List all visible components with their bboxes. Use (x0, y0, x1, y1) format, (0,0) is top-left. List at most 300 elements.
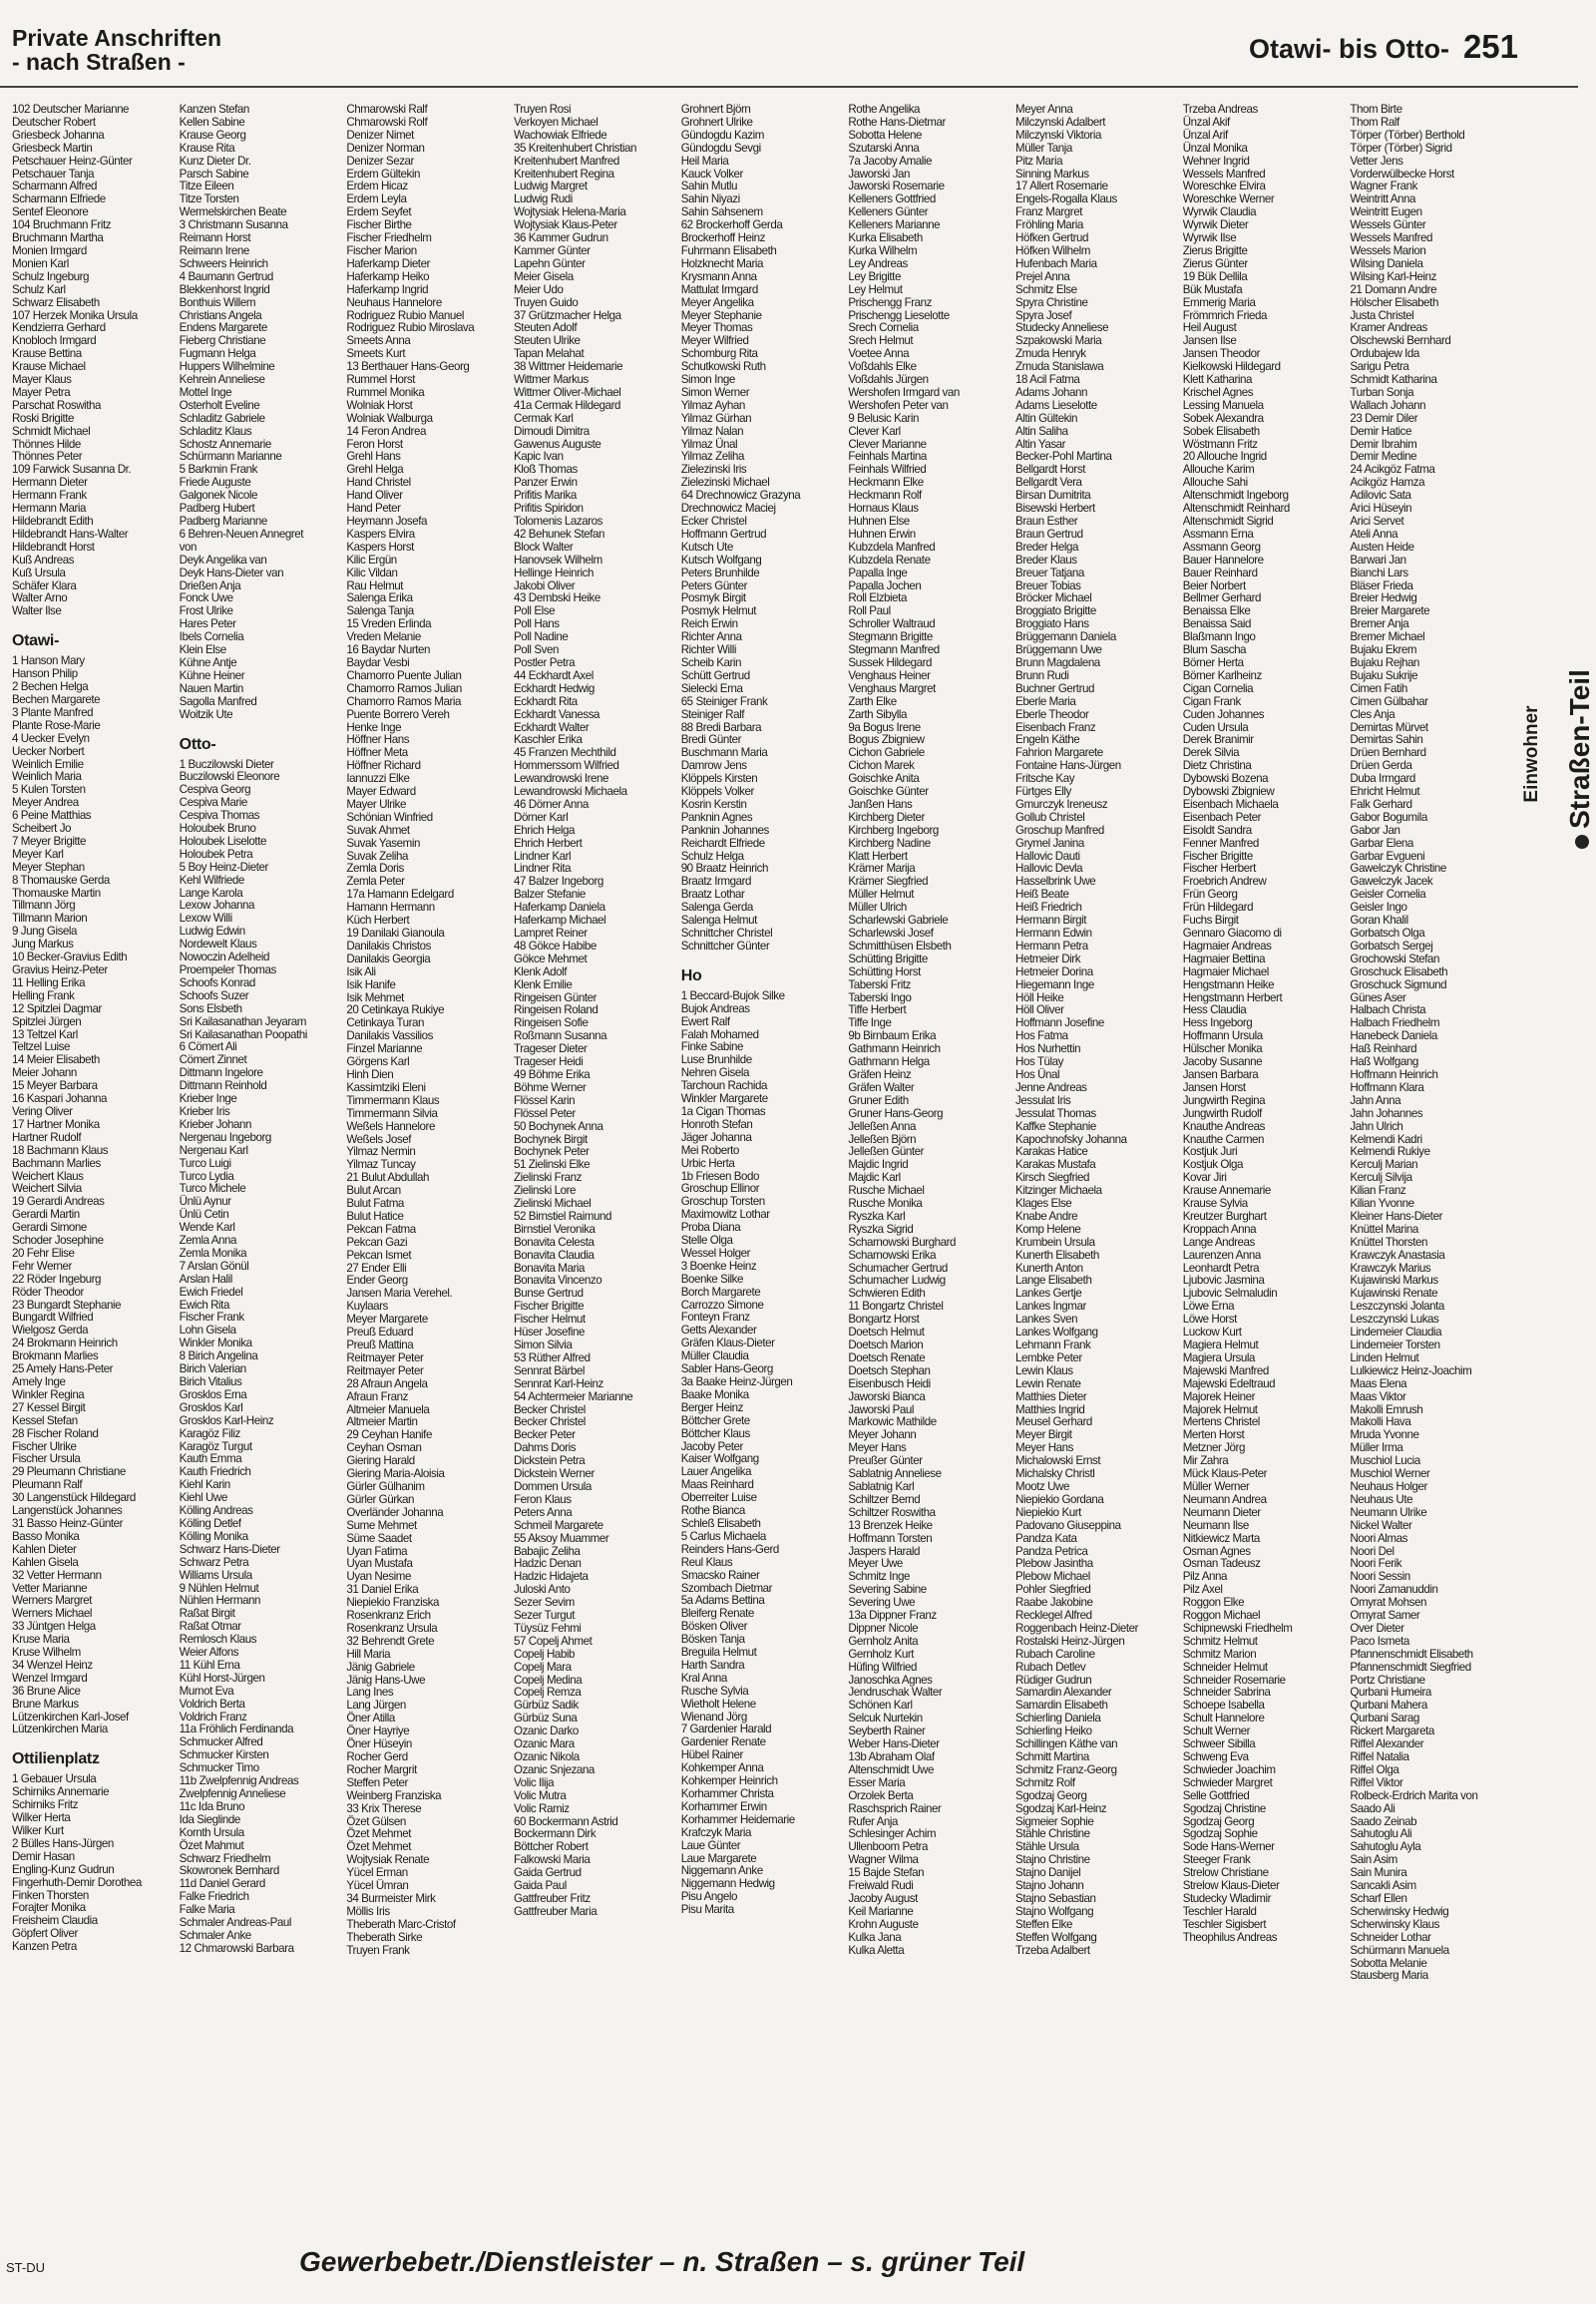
resident-entry: Jungwirth Regina (1182, 1093, 1266, 1107)
resident-entry: Scharnowski Burghard (848, 1235, 956, 1249)
resident-entry: 53 Rüther Alfred (514, 1350, 591, 1364)
resident-entry: 8 Thomauske Gerda (12, 873, 110, 887)
resident-entry: Drüen Gerda (1350, 759, 1412, 773)
resident-entry: 109 Farwick Susanna Dr. (12, 463, 132, 477)
resident-entry: Mattulat Irmgard (680, 282, 758, 296)
resident-entry: Kaschler Erika (514, 733, 583, 747)
resident-entry: 16 Baydar Nurten (346, 643, 431, 657)
resident-entry: Grosklos Karl-Heinz (179, 1413, 274, 1427)
resident-entry: Deyk Angelika van (179, 553, 267, 567)
resident-entry: Nergenau Karl (179, 1143, 248, 1157)
resident-entry: Iannuzzi Elke (346, 772, 410, 786)
resident-entry: Steeger Frank (1182, 1853, 1251, 1867)
resident-entry: Müller Helmut (848, 888, 915, 902)
resident-entry: Hoffmann Heinrich (1350, 1067, 1438, 1081)
resident-entry: Timmermann Silvia (346, 1106, 438, 1120)
resident-entry: Trageser Dieter (514, 1042, 588, 1056)
resident-entry: Lampret Reiner (514, 927, 588, 940)
resident-entry: Kuß Ursula (12, 566, 66, 579)
resident-entry: Szombach Dietmar (680, 1581, 773, 1595)
resident-entry: Drechnowicz Maciej (680, 502, 776, 516)
resident-entry: Noori Ferik (1350, 1557, 1402, 1571)
resident-entry: Maas Viktor (1350, 1389, 1406, 1403)
resident-entry: Seyberth Rainer (848, 1725, 926, 1738)
resident-entry: Altenschmidt Ingeborg (1182, 489, 1289, 503)
resident-entry: Pandza Kata (1015, 1531, 1077, 1545)
resident-entry: Doetsch Renate (848, 1350, 926, 1364)
resident-entry: 17 Allert Rosemarie (1015, 180, 1108, 193)
resident-entry: 104 Bruchmann Fritz (12, 218, 112, 232)
resident-entry: Riffel Alexander (1350, 1737, 1424, 1751)
resident-entry: Fischer Brigitte (1182, 849, 1253, 863)
resident-entry: Wolniak Horst (346, 398, 413, 412)
resident-entry: Ünlü Aynur (179, 1195, 231, 1209)
resident-entry: Schwieder Margret (1182, 1775, 1273, 1789)
resident-entry: 1 Buczilowski Dieter (179, 757, 274, 771)
resident-entry: Woitzik Ute (179, 707, 233, 721)
resident-entry: Hoffmann Klara (1350, 1080, 1424, 1094)
resident-entry: Bulut Hatice (346, 1209, 404, 1223)
resident-entry: Gürbüz Sadik (514, 1699, 579, 1713)
resident-entry: Kelmendi Kadri (1350, 1132, 1422, 1146)
resident-entry: 33 Jüntgen Helga (12, 1620, 96, 1634)
resident-entry: Dörner Karl (514, 810, 569, 824)
resident-entry: Kehl Wilfriede (179, 873, 244, 887)
resident-entry: 15 Bajde Stefan (848, 1866, 925, 1880)
resident-entry: Bauer Hannelore (1182, 553, 1264, 567)
resident-entry: Yilmaz Zeliha (680, 450, 744, 464)
resident-entry: Olschewski Bernhard (1350, 334, 1451, 348)
resident-entry: Jansen Theodor (1182, 347, 1260, 361)
resident-entry: Woreschke Elvira (1182, 180, 1266, 193)
resident-entry: Zielezinski Iris (680, 463, 747, 477)
resident-entry: Baydar Vesbi (346, 655, 410, 669)
resident-entry: 1 Hanson Mary (12, 654, 85, 668)
resident-entry: Plebow Jasintha (1015, 1557, 1093, 1571)
resident-entry: Hos Nurhettin (1015, 1042, 1081, 1056)
resident-entry: Giering Harald (346, 1454, 415, 1468)
resident-entry: Griesbeck Johanna (12, 128, 105, 142)
resident-entry: Kölling Detlef (179, 1516, 241, 1530)
resident-entry: Suvak Yasemin (346, 836, 420, 850)
resident-entry: Blum Sascha (1182, 643, 1247, 657)
resident-entry: von (179, 540, 198, 554)
resident-entry: Bellmer Gerhard (1182, 591, 1262, 605)
resident-entry: Haferkamp Heiko (346, 269, 430, 283)
resident-entry: Schumacher Gertrud (848, 1261, 948, 1275)
resident-entry: Krause Sylvia (1182, 1197, 1248, 1211)
resident-entry: Rodriguez Rubio Miroslava (346, 321, 475, 335)
resident-entry: Öner Hüseyin (346, 1737, 412, 1751)
resident-entry: 90 Braatz Heinrich (680, 862, 768, 876)
resident-entry: Kulka Aletta (848, 1943, 905, 1957)
resident-entry: Schmidt Katharina (1350, 373, 1437, 387)
resident-entry: Kauth Emma (179, 1452, 242, 1466)
resident-entry: Kühl Horst-Jürgen (179, 1671, 265, 1685)
resident-entry: Fuchs Birgit (1182, 914, 1239, 928)
resident-entry: Wermelskirchen Beate (179, 205, 287, 219)
resident-entry: Hoffmann Josefine (1015, 1016, 1104, 1030)
resident-entry: Muschiol Werner (1350, 1467, 1430, 1481)
resident-entry: Schneider Helmut (1182, 1660, 1268, 1674)
resident-entry: Wilsing Daniela (1350, 256, 1423, 270)
resident-entry: Hüser Josefine (514, 1326, 586, 1340)
resident-entry: Ludwig Margret (514, 180, 588, 193)
directory-column (1350, 104, 1513, 2238)
resident-entry: Breguila Helmut (680, 1646, 757, 1660)
resident-entry: Eberle Theodor (1015, 707, 1089, 721)
resident-entry: Dippner Nicole (848, 1621, 919, 1635)
resident-entry: Kapochnofsky Johanna (1015, 1132, 1127, 1146)
resident-entry: Schmitz Rolf (1015, 1775, 1075, 1789)
resident-entry: Falah Mohamed (680, 1027, 759, 1041)
resident-entry: Assmann Erna (1182, 527, 1254, 541)
resident-entry: Roll Paul (848, 604, 891, 618)
resident-entry: Ludwig Edwin (179, 925, 245, 939)
resident-entry: Schürmann Manuela (1350, 1943, 1449, 1957)
resident-entry: Hinh Dien (346, 1067, 394, 1081)
resident-entry: Pitz Maria (1015, 154, 1063, 168)
resident-entry: Hanovsek Wilhelm (514, 553, 602, 567)
resident-entry: Dickstein Petra (514, 1454, 586, 1468)
resident-entry: Huhnen Erwin (848, 527, 916, 541)
resident-entry: Kubzdela Manfred (848, 540, 936, 554)
resident-entry: Preuß Mattina (346, 1339, 414, 1351)
resident-entry: Schmaler Anke (179, 1928, 251, 1942)
resident-entry: Zierus Brigitte (1182, 243, 1248, 257)
resident-entry: Bük Mustafa (1182, 282, 1243, 296)
resident-entry: Raßat Otmar (179, 1620, 241, 1634)
resident-entry: Hanebeck Daniela (1350, 1029, 1437, 1043)
resident-entry: Wojtysiak Renate (346, 1853, 430, 1867)
resident-entry: Jaworski Jan (848, 167, 910, 181)
resident-entry: Overländer Johanna (346, 1505, 444, 1519)
resident-entry: 29 Pleumann Christiane (12, 1465, 126, 1479)
resident-entry: Pfannenschmidt Elisabeth (1350, 1647, 1473, 1661)
resident-entry: Kurka Elisabeth (848, 231, 923, 245)
resident-entry: Frün Georg (1182, 888, 1238, 902)
resident-entry: Mück Klaus-Peter (1182, 1467, 1267, 1481)
resident-entry: Stähle Ursula (1015, 1840, 1079, 1854)
resident-entry: Fahrion Margarete (1015, 746, 1103, 760)
resident-entry: Schönian Winfried (346, 810, 433, 824)
resident-entry: Goran Khalil (1350, 914, 1408, 928)
resident-entry: Weier Alfons (179, 1646, 239, 1660)
resident-entry: Salenga Gerda (680, 901, 753, 915)
resident-entry: Bredi Günter (680, 733, 742, 747)
resident-entry: Kostjuk Juri (1182, 1145, 1238, 1159)
resident-entry: Kaspers Horst (346, 540, 414, 554)
resident-entry: Brüggemann Uwe (1015, 643, 1102, 657)
resident-entry: Panknin Johannes (680, 823, 769, 837)
resident-entry: Schlesinger Achim (848, 1827, 937, 1841)
resident-entry: Borch Margarete (680, 1285, 761, 1299)
resident-entry: Jelleßen Björn (848, 1132, 917, 1146)
resident-entry: Sezer Turgut (514, 1609, 575, 1623)
resident-entry: Bauer Reinhard (1182, 566, 1258, 579)
resident-entry: Poll Hans (514, 617, 560, 631)
resident-entry: Thomauske Martin (12, 886, 101, 900)
resident-entry: Doetsch Helmut (848, 1326, 925, 1340)
resident-entry: Reul Klaus (680, 1555, 733, 1569)
resident-entry: Özet Mehmet (346, 1827, 411, 1841)
resident-entry: Lankes Gertje (1015, 1287, 1082, 1301)
resident-entry: Kurka Wilhelm (848, 243, 918, 257)
resident-entry: Qurbani Sarag (1350, 1712, 1419, 1726)
resident-entry: Winkler Monika (179, 1337, 252, 1350)
resident-entry: Jahn Johannes (1350, 1106, 1423, 1120)
resident-entry: Meyer Angelika (680, 295, 754, 309)
resident-entry: Kilian Franz (1350, 1184, 1406, 1198)
resident-entry: 11b Zwelpfennig Andreas (179, 1774, 299, 1788)
resident-entry: Hölscher Elisabeth (1350, 295, 1438, 309)
resident-entry: Danilakis Vassilios (346, 1029, 433, 1043)
resident-entry: Fingerhuth-Demir Dorothea (12, 1875, 142, 1889)
resident-entry: Chamorro Ramos Maria (346, 694, 462, 708)
resident-entry: Janßen Hans (848, 797, 913, 811)
resident-entry: Prejel Anna (1015, 269, 1070, 283)
resident-entry: Magiera Ursula (1182, 1350, 1256, 1364)
resident-entry: Bochynek Birgit (514, 1132, 588, 1146)
directory-column (514, 104, 677, 2238)
resident-entry: Scherwinsky Klaus (1350, 1917, 1440, 1931)
resident-entry: Lankes Wolfgang (1015, 1326, 1098, 1340)
resident-entry: Altenschmidt Reinhard (1182, 502, 1290, 516)
resident-entry: Leonhardt Petra (1182, 1261, 1260, 1275)
resident-entry: Milczynski Adalbert (1015, 115, 1106, 129)
resident-entry: Reichardt Elfriede (680, 836, 765, 850)
resident-entry: Gräfen Walter (848, 1080, 915, 1094)
resident-entry: Reitmayer Peter (346, 1350, 424, 1364)
resident-entry: Titze Eileen (179, 180, 234, 193)
resident-entry: 5a Adams Bettina (680, 1594, 765, 1608)
resident-entry: Kühne Heiner (179, 668, 245, 682)
resident-entry: Michalowski Ernst (1015, 1454, 1101, 1468)
resident-entry: Schostz Annemarie (179, 437, 271, 451)
resident-entry: Truyen Guido (514, 295, 579, 309)
resident-entry: Ringeisen Sofie (514, 1016, 589, 1030)
resident-entry: Sahin Mutlu (680, 180, 737, 193)
resident-entry: Scharf Ellen (1350, 1891, 1407, 1905)
resident-entry: 52 Birnstiel Raimund (514, 1209, 611, 1223)
resident-entry: Hill Maria (346, 1647, 391, 1661)
resident-entry: 4 Baumann Gertrud (179, 269, 273, 283)
resident-entry: Krieber Iris (179, 1104, 230, 1118)
resident-entry: Strelow Christiane (1182, 1866, 1269, 1880)
resident-entry: Fuhrmann Elisabeth (680, 243, 777, 257)
resident-entry: Neuhaus Holger (1350, 1479, 1427, 1493)
resident-entry: 31 Basso Heinz-Günter (12, 1516, 124, 1530)
resident-entry: Stelle Olga (680, 1234, 733, 1248)
resident-entry: Wenzel Irmgard (12, 1671, 88, 1685)
resident-entry: Salenga Erika (346, 591, 413, 605)
resident-entry: Karakas Hatice (1015, 1145, 1088, 1159)
resident-entry: Kostjuk Olga (1182, 1158, 1244, 1172)
resident-entry: Meier Udo (514, 282, 564, 296)
resident-entry: Prifitis Marika (514, 489, 577, 503)
resident-entry: Orzolek Berta (848, 1788, 914, 1802)
resident-entry: Braun Gertrud (1015, 527, 1083, 541)
resident-entry: Derek Silvia (1182, 746, 1240, 760)
resident-entry: Bujaku Rejhan (1350, 655, 1419, 669)
resident-entry: Jessulat Thomas (1015, 1106, 1096, 1120)
resident-entry: Broggiato Hans (1015, 617, 1089, 631)
resident-entry: Werners Margret (12, 1594, 93, 1608)
resident-entry: Sahin Sahsenem (680, 205, 763, 219)
resident-entry: Ozanic Snjezana (514, 1762, 595, 1776)
resident-entry: Stajno Sebastian (1015, 1891, 1096, 1905)
resident-entry: Schillingen Käthe van (1015, 1737, 1118, 1751)
resident-entry: Tiffe Inge (848, 1016, 892, 1030)
resident-entry: Halbach Friedhelm (1350, 1016, 1440, 1030)
resident-entry: Schierling Heiko (1015, 1725, 1092, 1738)
resident-entry: Bisewski Herbert (1015, 502, 1095, 516)
resident-entry: Trageser Heidi (514, 1055, 584, 1069)
resident-entry: Garbar Elena (1350, 836, 1413, 850)
resident-entry: Hanson Philip (12, 667, 78, 681)
resident-entry: Gündogdu Sevgi (680, 141, 761, 155)
resident-entry: Sarigu Petra (1350, 360, 1409, 374)
resident-entry: Jahn Ulrich (1350, 1119, 1403, 1133)
resident-entry: 32 Behrendt Grete (346, 1634, 435, 1648)
resident-entry: Voßdahls Jürgen (848, 373, 929, 387)
resident-entry: Boenke Silke (680, 1272, 743, 1286)
resident-entry: Urbic Herta (680, 1156, 735, 1170)
resident-entry: Rosenkranz Erich (346, 1609, 431, 1623)
resident-entry: Ljubovic Jasmina (1182, 1274, 1265, 1288)
resident-entry: Posmyk Helmut (680, 604, 757, 618)
resident-entry: Raßat Birgit (179, 1607, 235, 1621)
resident-entry: Hiegemann Inge (1015, 977, 1094, 991)
resident-entry: Kilic Ergün (346, 553, 397, 567)
resident-entry: Clever Marianne (848, 437, 927, 451)
resident-entry: Petschauer Heinz-Günter (12, 154, 133, 168)
resident-entry: Eckhardt Walter (514, 720, 590, 734)
resident-entry: Galgonek Nicole (179, 489, 257, 503)
resident-entry: Tarchoun Rachida (680, 1079, 767, 1093)
resident-entry: Böttcher Grete (680, 1413, 750, 1427)
resident-entry: Deyk Hans-Dieter van (179, 566, 284, 579)
resident-entry: Heil Maria (680, 154, 729, 168)
resident-entry: Lewandrowski Michaela (514, 785, 627, 799)
resident-entry: Szutarski Anna (848, 141, 920, 155)
resident-entry: Steffen Peter (346, 1775, 408, 1789)
resident-entry: Jelleßen Günter (848, 1145, 925, 1159)
resident-entry: Weinlich Emilie (12, 757, 84, 771)
resident-entry: Fischer Marion (346, 243, 417, 257)
resident-entry: Walter Ilse (12, 604, 62, 618)
resident-entry: Sode Hans-Werner (1182, 1840, 1275, 1854)
resident-entry: Ender Georg (346, 1274, 408, 1288)
resident-entry: Niepiekio Franziska (346, 1596, 439, 1610)
resident-entry: Adams Lieselotte (1015, 398, 1097, 412)
resident-entry: Severing Sabine (848, 1583, 927, 1597)
resident-entry: Eckhardt Hedwig (514, 681, 595, 695)
resident-entry: Meyer Uwe (848, 1557, 903, 1571)
resident-entry: Rusche Sylvia (680, 1684, 749, 1698)
resident-entry: Weßels Josef (346, 1132, 411, 1146)
resident-entry: Maas Elena (1350, 1376, 1407, 1390)
resident-entry: 11d Daniel Gerard (179, 1877, 265, 1891)
resident-entry: 46 Dörner Anna (514, 797, 589, 811)
resident-entry: Ryszka Karl (848, 1209, 906, 1223)
resident-entry: Küch Herbert (346, 914, 410, 928)
resident-entry: Lexow Johanna (179, 899, 255, 913)
resident-entry: Altin Gültekin (1015, 411, 1078, 425)
resident-entry: Plante Rose-Marie (12, 718, 101, 732)
resident-entry: Cömert Zinnet (179, 1053, 247, 1067)
resident-entry: Hadzic Denan (514, 1557, 582, 1571)
resident-entry: Jessulat Iris (1015, 1093, 1071, 1107)
resident-entry: Sri Kailasanathan Jeyaram (179, 1014, 306, 1028)
resident-entry: Klöppels Kirsten (680, 772, 758, 786)
resident-entry: Chamorro Puente Julian (346, 668, 462, 682)
resident-entry: Poll Nadine (514, 630, 569, 644)
resident-entry: Lindemeier Torsten (1350, 1339, 1440, 1351)
resident-entry: Lankes Sven (1015, 1313, 1078, 1327)
resident-entry: Gürler Gürkan (346, 1492, 414, 1506)
resident-entry: 31 Daniel Erika (346, 1583, 419, 1597)
resident-entry: Nergenau Ingeborg (179, 1130, 271, 1144)
resident-entry: Teschler Sigisbert (1182, 1917, 1267, 1931)
resident-entry: Kornth Ursula (179, 1825, 244, 1839)
resident-entry: Kelmendi Rukiye (1350, 1145, 1430, 1159)
resident-entry: Makolli Emrush (1350, 1402, 1423, 1416)
resident-entry: Möllis Iris (346, 1904, 390, 1918)
resident-entry: Schmucker Timo (179, 1761, 259, 1775)
resident-entry: Selle Gottfried (1182, 1788, 1250, 1802)
resident-entry: Wilsing Karl-Heinz (1350, 269, 1436, 283)
resident-entry: Grosklos Karl (179, 1400, 243, 1414)
resident-entry: Roßmann Susanna (514, 1029, 607, 1043)
resident-entry: Gorbatsch Sergej (1350, 939, 1433, 953)
street-heading: Ho (680, 966, 702, 984)
resident-entry: Ryszka Sigrid (848, 1222, 914, 1236)
resident-entry: Noori Sessin (1350, 1570, 1410, 1584)
resident-entry: Roggon Elke (1182, 1596, 1245, 1610)
resident-entry: Stajno Christine (1015, 1853, 1090, 1867)
resident-entry: Studecky Anneliese (1015, 321, 1109, 335)
resident-entry: Bianchi Lars (1350, 566, 1408, 579)
resident-entry: Rummel Monika (346, 385, 425, 399)
header-title-line1: Private Anschriften (12, 25, 222, 51)
resident-entry: Meyer Birgit (1015, 1428, 1072, 1442)
resident-entry: Engels-Rogalla Klaus (1015, 192, 1117, 206)
resident-entry: Stajno Johann (1015, 1879, 1084, 1893)
resident-entry: 1b Friesen Bodo (680, 1169, 760, 1183)
resident-entry: Arici Servet (1350, 515, 1404, 528)
resident-entry: Preuß Eduard (346, 1326, 414, 1340)
resident-entry: Merten Horst (1182, 1428, 1245, 1442)
resident-entry: Pfannenschmidt Siegfried (1350, 1660, 1471, 1674)
resident-entry: Spyra Josef (1015, 308, 1072, 322)
resident-entry: Sancakli Asim (1350, 1879, 1416, 1893)
resident-entry: Höll Heike (1015, 990, 1064, 1004)
resident-entry: Görgens Karl (346, 1055, 410, 1069)
resident-entry: Mottel Inge (179, 385, 232, 399)
resident-entry: Weßels Hannelore (346, 1119, 435, 1133)
resident-entry: Ljubovic Selmaludin (1182, 1287, 1278, 1301)
resident-entry: Matthies Ingrid (1015, 1402, 1085, 1416)
resident-entry: Holoubek Liselotte (179, 834, 266, 848)
resident-entry: Vreden Melanie (346, 630, 421, 644)
bullet-dot-icon (1575, 835, 1589, 849)
resident-entry: Omyrat Mohsen (1350, 1596, 1426, 1610)
resident-entry: Copelj Remza (514, 1686, 582, 1700)
resident-entry: Sume Mehmet (346, 1518, 417, 1532)
resident-entry: Demir Medine (1350, 450, 1417, 464)
resident-entry: Chmarowski Ralf (346, 103, 428, 116)
